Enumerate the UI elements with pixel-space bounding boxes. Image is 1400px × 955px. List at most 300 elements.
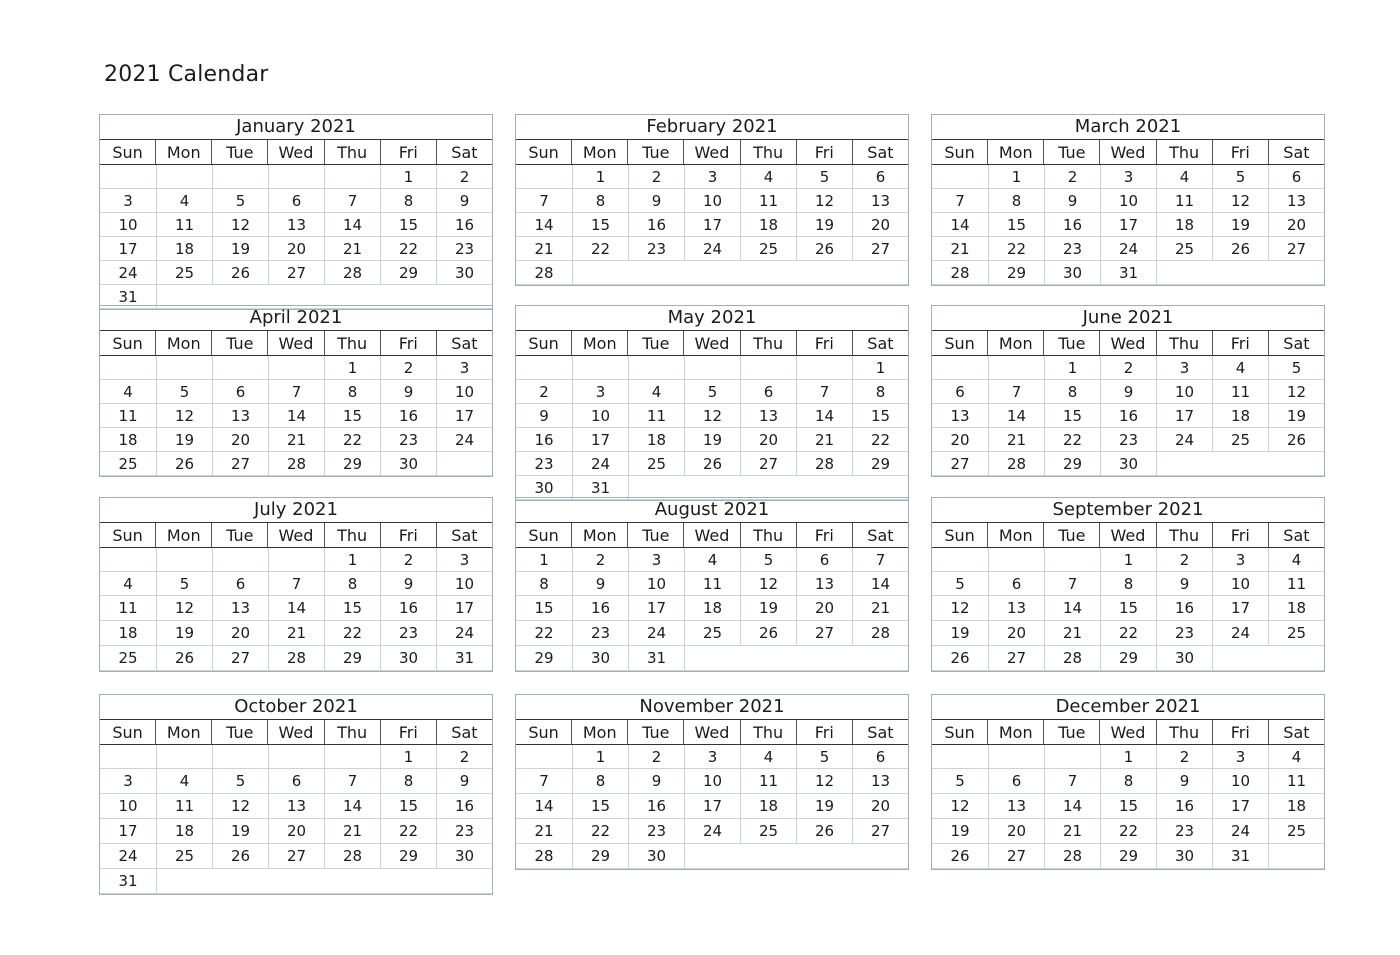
- day-cell: 2: [380, 548, 436, 572]
- weekday-label: Mon: [987, 331, 1043, 355]
- weekday-label: Mon: [155, 720, 211, 744]
- empty-day-cell: [268, 745, 324, 769]
- day-cell: 12: [932, 794, 988, 819]
- empty-day-cell: [932, 548, 988, 572]
- day-grid: [516, 745, 908, 869]
- day-cell: 19: [932, 819, 988, 844]
- day-cell: 31: [100, 285, 156, 309]
- day-cell: 18: [156, 237, 212, 261]
- day-cell: 1: [1100, 745, 1156, 769]
- day-cell: 10: [100, 794, 156, 819]
- day-cell: 6: [212, 572, 268, 596]
- day-cell: 19: [1268, 404, 1324, 428]
- day-cell: 10: [1156, 380, 1212, 404]
- weekday-label: Thu: [740, 720, 796, 744]
- day-cell: 10: [572, 404, 628, 428]
- day-cell: 14: [852, 572, 908, 596]
- day-cell: 6: [212, 380, 268, 404]
- weekday-label: Fri: [380, 140, 436, 164]
- month-calendar: [931, 305, 1325, 477]
- day-cell: 22: [1100, 819, 1156, 844]
- day-cell: 17: [572, 428, 628, 452]
- day-cell: 13: [268, 794, 324, 819]
- day-cell: 9: [516, 404, 572, 428]
- day-cell: 29: [324, 646, 380, 671]
- day-cell: 9: [1156, 769, 1212, 794]
- weekday-label: Wed: [267, 720, 323, 744]
- day-cell: 3: [1156, 356, 1212, 380]
- empty-day-cell: [268, 165, 324, 189]
- day-cell: 1: [516, 548, 572, 572]
- weekday-label: Fri: [380, 523, 436, 547]
- empty-day-cell: [212, 165, 268, 189]
- month-calendar: [99, 694, 493, 895]
- day-cell: 15: [324, 596, 380, 621]
- empty-day-cell: [156, 165, 212, 189]
- day-cell: 4: [1268, 745, 1324, 769]
- day-cell: 9: [436, 189, 492, 213]
- day-cell: 15: [852, 404, 908, 428]
- day-cell: 30: [1156, 844, 1212, 869]
- day-cell: 20: [852, 794, 908, 819]
- day-cell: 18: [740, 213, 796, 237]
- weekday-label: Tue: [627, 720, 683, 744]
- day-cell: 27: [852, 237, 908, 261]
- weekday-label: Tue: [211, 331, 267, 355]
- day-cell: 8: [1100, 572, 1156, 596]
- day-cell: 25: [740, 237, 796, 261]
- day-cell: 24: [1212, 621, 1268, 646]
- day-cell: 10: [1212, 572, 1268, 596]
- day-grid: [100, 548, 492, 671]
- day-cell: 1: [1044, 356, 1100, 380]
- month-calendar: [99, 305, 493, 477]
- day-cell: 25: [100, 452, 156, 476]
- day-cell: 30: [1044, 261, 1100, 285]
- day-cell: 4: [156, 769, 212, 794]
- day-cell: 7: [516, 189, 572, 213]
- day-cell: 11: [684, 572, 740, 596]
- day-grid: [100, 745, 492, 894]
- day-cell: 1: [852, 356, 908, 380]
- weekday-label: Sat: [1268, 331, 1324, 355]
- day-cell: 23: [516, 452, 572, 476]
- weekday-label: Sat: [1268, 523, 1324, 547]
- day-cell: 29: [380, 261, 436, 285]
- day-cell: 15: [572, 213, 628, 237]
- day-cell: 4: [1212, 356, 1268, 380]
- empty-day-cell: [796, 356, 852, 380]
- day-cell: 21: [516, 237, 572, 261]
- day-cell: 17: [436, 404, 492, 428]
- day-cell: 19: [796, 213, 852, 237]
- day-cell: 28: [1044, 646, 1100, 671]
- day-cell: 3: [684, 745, 740, 769]
- month-title: December 2021: [932, 695, 1324, 720]
- day-cell: 28: [324, 261, 380, 285]
- day-cell: 24: [572, 452, 628, 476]
- day-cell: 28: [516, 844, 572, 869]
- day-cell: 7: [932, 189, 988, 213]
- day-cell: 29: [516, 646, 572, 671]
- day-cell: 14: [516, 213, 572, 237]
- empty-day-cell: [156, 869, 492, 894]
- day-cell: 29: [1044, 452, 1100, 476]
- day-cell: 4: [1268, 548, 1324, 572]
- day-cell: 21: [932, 237, 988, 261]
- day-cell: 11: [156, 213, 212, 237]
- day-grid: [516, 548, 908, 671]
- day-cell: 9: [1044, 189, 1100, 213]
- weekday-label: Wed: [683, 140, 739, 164]
- day-cell: 30: [380, 452, 436, 476]
- day-cell: 3: [100, 769, 156, 794]
- empty-day-cell: [516, 356, 572, 380]
- day-cell: 1: [380, 165, 436, 189]
- weekday-label: Sat: [1268, 140, 1324, 164]
- weekday-label: Tue: [1043, 523, 1099, 547]
- month-title: April 2021: [100, 306, 492, 331]
- day-cell: 9: [628, 769, 684, 794]
- empty-day-cell: [740, 356, 796, 380]
- day-cell: 14: [988, 404, 1044, 428]
- weekday-label: Wed: [267, 331, 323, 355]
- day-cell: 20: [1268, 213, 1324, 237]
- day-cell: 8: [380, 189, 436, 213]
- day-cell: 18: [628, 428, 684, 452]
- day-cell: 20: [212, 621, 268, 646]
- day-cell: 10: [436, 572, 492, 596]
- day-cell: 15: [324, 404, 380, 428]
- day-cell: 26: [796, 237, 852, 261]
- empty-day-cell: [988, 745, 1044, 769]
- month-title: October 2021: [100, 695, 492, 720]
- day-cell: 23: [628, 819, 684, 844]
- weekday-label: Mon: [571, 523, 627, 547]
- weekday-label: Fri: [1212, 523, 1268, 547]
- day-cell: 6: [988, 572, 1044, 596]
- day-cell: 24: [436, 621, 492, 646]
- day-cell: 9: [572, 572, 628, 596]
- weekday-label: Tue: [211, 523, 267, 547]
- day-cell: 13: [932, 404, 988, 428]
- day-cell: 28: [796, 452, 852, 476]
- day-cell: 1: [988, 165, 1044, 189]
- day-grid: [932, 745, 1324, 869]
- weekday-label: Wed: [1099, 523, 1155, 547]
- empty-day-cell: [100, 548, 156, 572]
- day-cell: 4: [628, 380, 684, 404]
- day-cell: 25: [628, 452, 684, 476]
- day-cell: 14: [796, 404, 852, 428]
- day-cell: 8: [852, 380, 908, 404]
- day-cell: 14: [516, 794, 572, 819]
- day-cell: 10: [436, 380, 492, 404]
- day-cell: 8: [572, 769, 628, 794]
- weekday-label: Wed: [1099, 140, 1155, 164]
- day-cell: 18: [100, 621, 156, 646]
- empty-day-cell: [932, 165, 988, 189]
- day-cell: 5: [1212, 165, 1268, 189]
- day-cell: 7: [988, 380, 1044, 404]
- day-grid: [516, 165, 908, 285]
- day-cell: 21: [324, 237, 380, 261]
- weekday-label: Tue: [211, 140, 267, 164]
- month-title: May 2021: [516, 306, 908, 331]
- day-cell: 20: [212, 428, 268, 452]
- weekday-label: Wed: [683, 720, 739, 744]
- day-cell: 26: [212, 844, 268, 869]
- day-cell: 11: [740, 189, 796, 213]
- empty-day-cell: [1044, 745, 1100, 769]
- day-cell: 12: [740, 572, 796, 596]
- day-cell: 14: [932, 213, 988, 237]
- day-cell: 17: [1212, 596, 1268, 621]
- day-cell: 26: [1212, 237, 1268, 261]
- month-calendar: [931, 497, 1325, 672]
- day-cell: 1: [380, 745, 436, 769]
- day-cell: 27: [268, 261, 324, 285]
- empty-day-cell: [572, 356, 628, 380]
- day-cell: 7: [324, 189, 380, 213]
- day-cell: 7: [516, 769, 572, 794]
- month-title: July 2021: [100, 498, 492, 523]
- empty-day-cell: [516, 745, 572, 769]
- day-cell: 23: [436, 237, 492, 261]
- weekday-label: Sun: [528, 723, 559, 742]
- day-cell: 17: [1100, 213, 1156, 237]
- day-cell: 14: [324, 213, 380, 237]
- day-cell: 5: [212, 189, 268, 213]
- day-cell: 18: [1212, 404, 1268, 428]
- weekday-header: [932, 523, 1324, 548]
- day-cell: 14: [268, 596, 324, 621]
- day-cell: 2: [572, 548, 628, 572]
- day-cell: 27: [852, 819, 908, 844]
- month-calendar: [931, 114, 1325, 286]
- day-cell: 16: [572, 596, 628, 621]
- day-cell: 24: [684, 237, 740, 261]
- day-cell: 20: [988, 819, 1044, 844]
- day-cell: 26: [684, 452, 740, 476]
- day-cell: 16: [1100, 404, 1156, 428]
- day-cell: 19: [796, 794, 852, 819]
- weekday-label: Wed: [683, 523, 739, 547]
- day-cell: 13: [212, 596, 268, 621]
- day-cell: 19: [740, 596, 796, 621]
- day-cell: 5: [796, 745, 852, 769]
- day-cell: 21: [268, 428, 324, 452]
- weekday-label: Sat: [1268, 720, 1324, 744]
- day-cell: 11: [100, 596, 156, 621]
- day-cell: 29: [852, 452, 908, 476]
- day-cell: 30: [436, 261, 492, 285]
- day-cell: 15: [1100, 794, 1156, 819]
- empty-day-cell: [1268, 844, 1324, 869]
- day-cell: 24: [436, 428, 492, 452]
- day-cell: 24: [1100, 237, 1156, 261]
- day-cell: 6: [852, 745, 908, 769]
- day-cell: 8: [324, 572, 380, 596]
- day-cell: 22: [572, 819, 628, 844]
- day-cell: 25: [1268, 621, 1324, 646]
- day-cell: 30: [628, 844, 684, 869]
- day-cell: 17: [100, 819, 156, 844]
- day-cell: 10: [684, 769, 740, 794]
- weekday-header: [932, 140, 1324, 165]
- empty-day-cell: [156, 745, 212, 769]
- day-cell: 19: [212, 237, 268, 261]
- day-cell: 31: [436, 646, 492, 671]
- day-cell: 3: [436, 548, 492, 572]
- day-cell: 15: [516, 596, 572, 621]
- weekday-label: Sat: [436, 140, 492, 164]
- empty-day-cell: [156, 356, 212, 380]
- day-cell: 31: [100, 869, 156, 894]
- day-cell: 22: [380, 819, 436, 844]
- day-cell: 15: [380, 213, 436, 237]
- day-cell: 11: [156, 794, 212, 819]
- weekday-label: Mon: [155, 331, 211, 355]
- day-cell: 26: [156, 646, 212, 671]
- day-cell: 21: [852, 596, 908, 621]
- day-cell: 9: [436, 769, 492, 794]
- month-calendar: [515, 305, 909, 501]
- day-cell: 27: [268, 844, 324, 869]
- day-cell: 12: [156, 404, 212, 428]
- day-cell: 25: [684, 621, 740, 646]
- day-cell: 3: [684, 165, 740, 189]
- empty-day-cell: [156, 548, 212, 572]
- weekday-label: Wed: [1099, 720, 1155, 744]
- weekday-label: Thu: [1156, 140, 1212, 164]
- day-cell: 11: [100, 404, 156, 428]
- day-cell: 2: [628, 745, 684, 769]
- day-cell: 25: [1212, 428, 1268, 452]
- day-cell: 4: [740, 165, 796, 189]
- day-cell: 6: [268, 769, 324, 794]
- weekday-label: Fri: [796, 140, 852, 164]
- day-cell: 9: [1156, 572, 1212, 596]
- day-cell: 18: [156, 819, 212, 844]
- day-cell: 12: [796, 189, 852, 213]
- day-cell: 19: [212, 819, 268, 844]
- day-cell: 6: [1268, 165, 1324, 189]
- day-cell: 29: [1100, 844, 1156, 869]
- day-cell: 7: [852, 548, 908, 572]
- day-cell: 15: [988, 213, 1044, 237]
- day-cell: 7: [268, 380, 324, 404]
- month-calendar: [931, 694, 1325, 870]
- day-cell: 5: [212, 769, 268, 794]
- empty-day-cell: [988, 356, 1044, 380]
- day-cell: 2: [1156, 745, 1212, 769]
- day-cell: 2: [436, 745, 492, 769]
- day-cell: 22: [324, 428, 380, 452]
- day-cell: 22: [516, 621, 572, 646]
- day-cell: 7: [1044, 572, 1100, 596]
- day-cell: 28: [324, 844, 380, 869]
- day-cell: 8: [572, 189, 628, 213]
- empty-day-cell: [100, 356, 156, 380]
- weekday-label: Sat: [436, 523, 492, 547]
- empty-day-cell: [212, 745, 268, 769]
- weekday-label: Tue: [627, 140, 683, 164]
- weekday-label: Fri: [380, 720, 436, 744]
- day-cell: 9: [380, 380, 436, 404]
- empty-day-cell: [684, 646, 908, 671]
- day-cell: 3: [628, 548, 684, 572]
- day-cell: 25: [156, 844, 212, 869]
- day-cell: 11: [1268, 572, 1324, 596]
- day-cell: 16: [380, 596, 436, 621]
- day-cell: 16: [1156, 794, 1212, 819]
- day-cell: 6: [796, 548, 852, 572]
- day-cell: 28: [932, 261, 988, 285]
- day-cell: 15: [1100, 596, 1156, 621]
- weekday-header: [100, 331, 492, 356]
- day-cell: 27: [932, 452, 988, 476]
- day-cell: 4: [1156, 165, 1212, 189]
- day-cell: 18: [100, 428, 156, 452]
- day-cell: 1: [572, 745, 628, 769]
- weekday-label: Thu: [324, 523, 380, 547]
- day-cell: 22: [572, 237, 628, 261]
- day-cell: 29: [324, 452, 380, 476]
- day-cell: 17: [436, 596, 492, 621]
- day-cell: 20: [852, 213, 908, 237]
- day-cell: 22: [380, 237, 436, 261]
- day-cell: 18: [1156, 213, 1212, 237]
- day-grid: [932, 165, 1324, 285]
- day-cell: 10: [1212, 769, 1268, 794]
- day-cell: 13: [852, 189, 908, 213]
- month-calendar: [99, 497, 493, 672]
- day-cell: 26: [212, 261, 268, 285]
- day-cell: 16: [436, 213, 492, 237]
- day-cell: 8: [1100, 769, 1156, 794]
- day-cell: 17: [628, 596, 684, 621]
- weekday-label: Mon: [571, 331, 627, 355]
- day-grid: [932, 548, 1324, 671]
- empty-day-cell: [988, 548, 1044, 572]
- day-cell: 14: [268, 404, 324, 428]
- day-cell: 17: [684, 213, 740, 237]
- day-cell: 24: [628, 621, 684, 646]
- day-cell: 6: [988, 769, 1044, 794]
- weekday-label: Sat: [852, 331, 908, 355]
- weekday-label: Sun: [528, 143, 559, 162]
- day-cell: 21: [1044, 621, 1100, 646]
- month-calendar: [515, 694, 909, 870]
- weekday-label: Thu: [324, 140, 380, 164]
- day-cell: 19: [156, 428, 212, 452]
- page-title: 2021 Calendar: [104, 62, 269, 87]
- day-cell: 28: [268, 452, 324, 476]
- day-cell: 12: [156, 596, 212, 621]
- day-cell: 7: [268, 572, 324, 596]
- day-cell: 23: [1044, 237, 1100, 261]
- month-title: November 2021: [516, 695, 908, 720]
- day-cell: 6: [268, 189, 324, 213]
- day-cell: 25: [100, 646, 156, 671]
- day-cell: 28: [988, 452, 1044, 476]
- day-cell: 13: [988, 794, 1044, 819]
- day-cell: 5: [932, 572, 988, 596]
- month-title: February 2021: [516, 115, 908, 140]
- day-cell: 18: [1268, 794, 1324, 819]
- empty-day-cell: [100, 745, 156, 769]
